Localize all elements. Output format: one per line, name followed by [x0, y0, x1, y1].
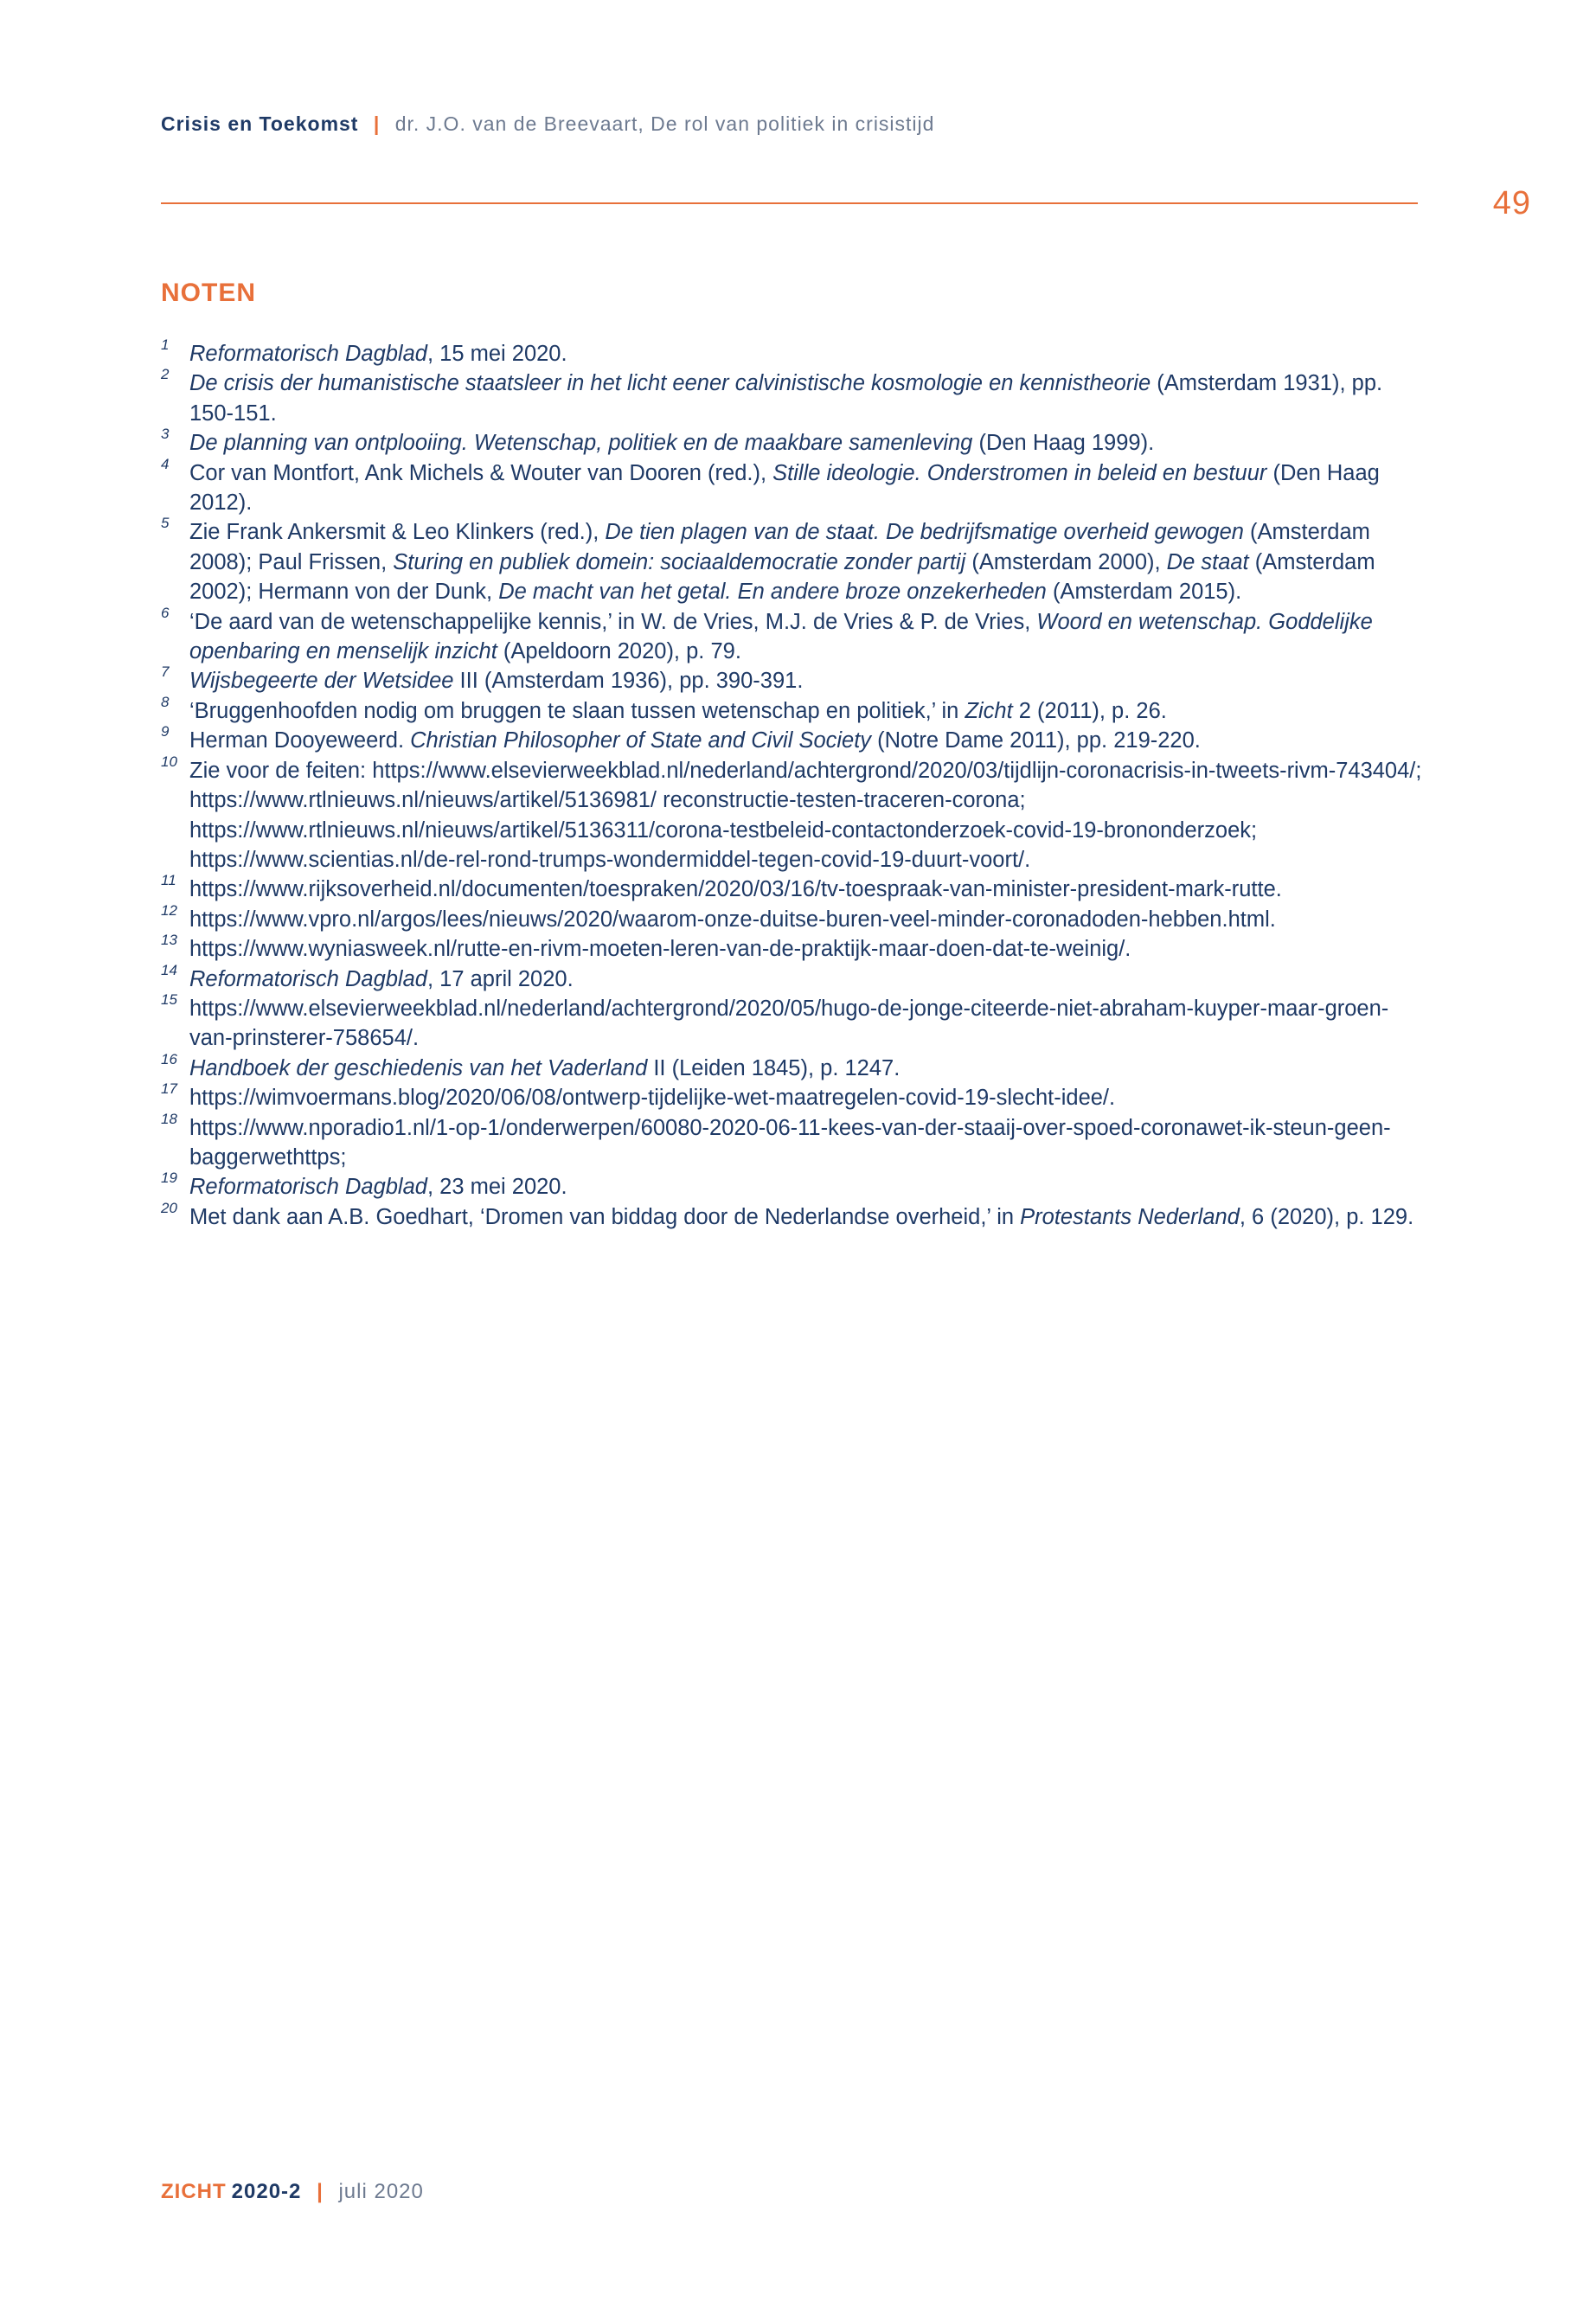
journal-title: Crisis en Toekomst [161, 112, 359, 135]
note-text-segment: (Amsterdam 2008); Paul Frissen, [189, 520, 1370, 574]
note-text-segment: Zie Frank Ankersmit & Leo Klinkers (red.), [189, 520, 606, 545]
note-text-segment: (Amsterdam 2000), [965, 549, 1167, 574]
note-item [161, 693, 1424, 726]
note-number: 14 [161, 961, 177, 978]
note-text-segment: Herman Dooyeweerd. [189, 728, 411, 753]
note-number: 19 [161, 1170, 177, 1187]
note-item [161, 753, 1424, 875]
note-title-italic: De macht van het getal. En andere broze onzekerheden [498, 580, 1047, 605]
note-item [161, 517, 1424, 606]
note-text [189, 877, 1282, 901]
note-item [161, 1199, 1424, 1232]
note-text [189, 1116, 1391, 1170]
note-text [189, 1086, 1115, 1110]
note-number: 1 [161, 336, 170, 353]
note-text-segment: https://wimvoermans.blog/2020/06/08/ontwerp-tijdelijke-wet-maatregelen-covid-19-slecht-idee/. [189, 1086, 1116, 1111]
note-text-segment: ‘Bruggenhoofden nodig om bruggen te slaan tussen wetenschap en politiek,’ in [189, 698, 965, 723]
note-title-italic: Sturing en publiek domein: sociaaldemocratie zonder partij [393, 549, 966, 574]
note-number: 3 [161, 426, 170, 443]
article-title: dr. J.O. van de Breevaart, De rol van politiek in crisistijd [394, 112, 935, 135]
note-number: 18 [161, 1110, 177, 1127]
note-number: 11 [161, 872, 176, 889]
header-rule [161, 202, 1418, 204]
note-title-italic: De crisis der humanistische staatsleer in het licht eener calvinistische kosmologie en kennistheorie [189, 371, 1151, 396]
note-text-segment: Met dank aan A.B. Goedhart, ‘Dromen van biddag door de Nederlandse overheid,’ in [189, 1204, 1021, 1229]
note-item [161, 1050, 1424, 1083]
note-title-italic: De planning van ontplooiing. Wetenschap, politiek en de maakbare samenleving [189, 431, 973, 456]
page-number: 49 [1492, 185, 1531, 221]
note-text-segment: https://www.wyniasweek.nl/rutte-en-rivm-moeten-leren-van-de-praktijk-maar-doen-dat-te-weinig/. [189, 937, 1131, 962]
note-item [161, 990, 1424, 1054]
note-text [189, 371, 1382, 425]
notes-list [161, 336, 1424, 1232]
note-number: 2 [161, 366, 170, 383]
note-item [161, 961, 1424, 994]
note-text [189, 1175, 567, 1199]
note-title-italic: Zicht [965, 698, 1013, 723]
note-text [189, 342, 567, 366]
note-item [161, 428, 1424, 458]
note-text [189, 1205, 1413, 1229]
note-item [161, 934, 1424, 964]
note-text [189, 997, 1388, 1050]
note-title-italic: De staat [1166, 549, 1249, 574]
note-text-segment: (Amsterdam 2002); Hermann von der Dunk, [189, 549, 1375, 605]
footer-separator: | [317, 2180, 324, 2203]
running-header [161, 112, 934, 136]
note-text-segment: (Apeldoorn 2020), p. 79. [497, 639, 741, 664]
note-text-segment: , 6 (2020), p. 129. [1239, 1204, 1414, 1229]
note-number: 16 [161, 1050, 177, 1067]
note-text [189, 907, 1276, 932]
note-title-italic: Woord en wetenschap. Goddelijke openbaring en menselijk inzicht [189, 609, 1373, 664]
note-title-italic: Christian Philosopher of State and Civil Society [410, 728, 872, 753]
note-text-segment: Zie voor de feiten: https://www.elsevierweekblad.nl/nederland/achtergrond/2020/03/tijdlijn-coronacrisis-in-tweets-rivm-743404/; https://www.rtlnieuws.nl/nieuws/artikel/5136981/ reconstructie-testen-traceren-corona; https://www.rtlnieuws.nl/nieuws/artikel/5136311/corona-testbeleid-contactonderzoek-covid-19-brononderzoek; https://www.scientias.nl/de-rel-rond-trumps-wondermiddel-tegen-covid-19-duurt-voort/. [189, 758, 1422, 872]
running-footer [161, 2180, 424, 2204]
note-text [189, 431, 1154, 455]
note-item [161, 723, 1424, 755]
note-number: 17 [161, 1080, 177, 1098]
note-number: 15 [161, 990, 177, 1008]
note-number: 10 [161, 753, 177, 770]
note-text [189, 759, 1421, 872]
section-title: NOTEN [161, 279, 256, 307]
note-item [161, 1172, 1424, 1202]
note-text-segment: , 23 mei 2020. [426, 1175, 567, 1200]
note-text-segment: (Notre Dame 2011), pp. 219-220. [871, 728, 1201, 753]
note-item [161, 1110, 1424, 1173]
note-text [189, 699, 1167, 723]
note-title-italic: Stille ideologie. Onderstromen in beleid en bestuur [772, 460, 1267, 485]
note-text-segment: https://www.elsevierweekblad.nl/nederland/achtergrond/2020/05/hugo-de-jonge-citeerde-niet-abraham-kuyper-maar-groen-van-prinsterer-758654/. [189, 996, 1389, 1051]
note-item [161, 663, 1424, 695]
note-number: 5 [161, 515, 170, 532]
note-title-italic: Handboek der geschiedenis van het Vaderland [189, 1055, 648, 1080]
note-title-italic: Reformatorisch Dagblad [189, 342, 427, 366]
note-number: 8 [161, 693, 170, 710]
note-item [161, 366, 1424, 428]
note-item [161, 901, 1424, 934]
note-text-segment: (Den Haag 2012). [189, 460, 1380, 516]
note-text-segment: (Amsterdam 2015). [1046, 580, 1242, 605]
note-item [161, 336, 1424, 369]
note-title-italic: Reformatorisch Dagblad [189, 966, 427, 991]
footer-issue: 2020-2 [231, 2180, 302, 2203]
note-text-segment: ‘De aard van de wetenschappelijke kennis,’ in W. de Vries, M.J. de Vries & P. de Vries, [189, 609, 1037, 634]
note-text-segment: https://www.vpro.nl/argos/lees/nieuws/2020/waarom-onze-duitse-buren-veel-minder-coronadoden-hebben.html. [189, 907, 1276, 932]
note-number: 12 [161, 901, 177, 919]
note-text [189, 610, 1373, 663]
note-title-italic: Protestants Nederland [1020, 1204, 1240, 1229]
note-text [189, 937, 1131, 961]
footer-date: juli 2020 [338, 2180, 424, 2203]
note-item [161, 604, 1424, 667]
note-text [189, 1056, 900, 1080]
note-text [189, 967, 574, 991]
note-text-segment: Cor van Montfort, Ank Michels & Wouter van Dooren (red.), [189, 460, 773, 485]
note-title-italic: Wijsbegeerte der Wetsidee [189, 669, 454, 694]
note-item [161, 455, 1424, 518]
note-title-italic: De tien plagen van de staat. De bedrijfsmatige overheid gewogen [605, 520, 1244, 545]
note-text [189, 520, 1375, 604]
note-text-segment: (Den Haag 1999). [972, 431, 1155, 456]
note-text-segment: https://www.nporadio1.nl/1-op-1/onderwerpen/60080-2020-06-11-kees-van-der-staaij-over-spoed-coronawet-ik-steun-geen-baggerwethttps; [189, 1115, 1391, 1170]
note-text [189, 461, 1380, 515]
note-number: 4 [161, 455, 170, 472]
note-item [161, 872, 1424, 904]
note-text [189, 669, 803, 693]
note-title-italic: Reformatorisch Dagblad [189, 1175, 427, 1200]
note-text-segment: II (Leiden 1845), p. 1247. [647, 1055, 901, 1080]
note-number: 7 [161, 663, 170, 681]
note-number: 9 [161, 723, 170, 740]
header-separator: | [373, 112, 381, 135]
note-number: 6 [161, 604, 170, 621]
note-text-segment: 2 (2011), p. 26. [1012, 698, 1167, 723]
note-text-segment: https://www.rijksoverheid.nl/documenten/toespraken/2020/03/16/tv-toespraak-van-minister-president-mark-rutte. [189, 877, 1282, 902]
note-number: 20 [161, 1199, 177, 1216]
note-item [161, 1080, 1424, 1112]
footer-brand: ZICHT [161, 2180, 227, 2203]
note-number: 13 [161, 932, 177, 949]
note-text-segment: , 17 april 2020. [426, 966, 574, 991]
note-text-segment: , 15 mei 2020. [426, 342, 567, 366]
note-text [189, 728, 1201, 753]
note-text-segment: III (Amsterdam 1936), pp. 390-391. [453, 669, 804, 694]
note-text-segment: (Amsterdam 1931), pp. 150-151. [189, 371, 1383, 426]
